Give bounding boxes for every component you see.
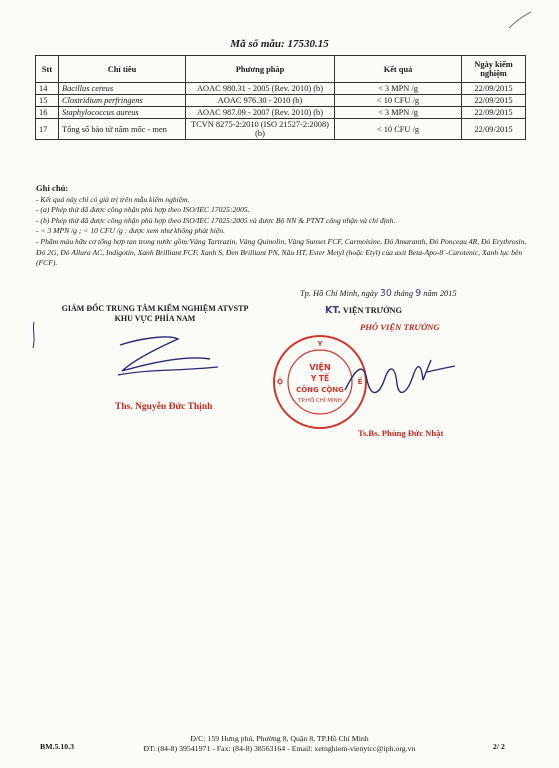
notes-title: Ghi chú: — [36, 183, 69, 193]
cell-ket-qua: < 3 MPN /g — [335, 107, 462, 119]
note-line: - Phẩm màu hữu cơ tổng hợp tan trong nước gồm:Vàng Tartrazin, Vàng Quinolin, Vàng Sunset FCF, Carmoisine, Đỏ Amaranth, Đỏ Ponceau 4R, Đỏ Erythrosin, Đỏ 2G, Đỏ Allura AC, Indigotin, Xanh Brilliant FCF, Xanh S, Đen Brilliant PN, Nâu HT, Ester Metyl (hoặc Etyl) của axit Beta-Apo-8`-Carotenic, Xanh lục bền (FCF). — [36, 236, 527, 268]
left-heading-line2: KHU VỰC PHÍA NAM — [114, 314, 196, 323]
table-row — [36, 119, 526, 140]
form-code: BM.5.10.3 — [40, 742, 75, 751]
cell-stt: 14 — [36, 83, 59, 95]
seal-text-city: TP.HỒ CHÍ MINH — [298, 398, 342, 404]
footer-address — [0, 734, 559, 754]
svg-text:Y: Y — [317, 340, 323, 348]
date-mid: tháng — [393, 289, 414, 298]
date-prefix: Tp. Hồ Chí Minh, ngày — [300, 289, 378, 298]
table-row — [36, 107, 526, 119]
right-signatory-title: PHÓ VIỆN TRƯỞNG — [360, 322, 440, 332]
notes-section — [36, 183, 528, 269]
sample-code: Mã số mẫu: 17530.15 — [230, 38, 329, 50]
note-line: - < 3 MPN /g ; < 10 CFU /g : được xem như không phát hiện. — [36, 226, 225, 236]
issue-date — [300, 288, 457, 299]
cell-ngay: 22/09/2015 — [462, 83, 526, 95]
cell-chi-tieu: Bacillus cereus — [59, 83, 186, 95]
cell-ngay: 22/09/2015 — [462, 119, 526, 140]
left-signature — [100, 325, 230, 395]
footer-address-line: Đ/C: 159 Hưng phú, Phường 8, Quận 8, TP.Hồ Chí Minh — [190, 734, 369, 743]
right-signatory-name: Ts.Bs. Phùng Đức Nhật — [358, 428, 444, 438]
table-header-row — [36, 56, 526, 83]
cell-stt: 17 — [36, 119, 59, 140]
cell-phuong-phap: TCVN 8275-2:2010 (ISO 21527-2:2008) (b) — [186, 119, 335, 140]
cell-chi-tieu: Tổng số bào tử nấm mốc - men — [59, 119, 186, 140]
left-signatory-name: Ths. Nguyễn Đức Thịnh — [115, 402, 213, 412]
table-row — [36, 95, 526, 107]
cell-stt: 15 — [36, 95, 59, 107]
cell-phuong-phap: AOAC 987.09 - 2007 (Rev. 2010) (b) — [186, 107, 335, 119]
right-signature — [335, 340, 465, 420]
left-heading-line1: GIÁM ĐỐC TRUNG TÂM KIỂM NGHIỆM ATVSTP — [61, 304, 249, 313]
header-chi-tieu: Chỉ tiêu — [59, 56, 186, 83]
note-line: - (b) Phép thử đã được công nhận phù hợp theo ISO/IEC 17025:2005 và được Bộ NN & PTNT công nhận và chỉ định. — [36, 215, 396, 225]
note-line: - (a) Phép thử đã được công nhận phù hợp theo ISO/IEC 17025:2005. — [36, 205, 250, 215]
footer-contact-line: ĐT: (84-8) 39541971 - Fax: (84-8) 38563164 - Email: xetnghiem-vienytcc@iph.org.vn — [143, 744, 416, 753]
svg-text:Ộ: Ộ — [277, 378, 283, 386]
cell-ket-qua: < 10 CFU /g — [335, 119, 462, 140]
header-phuong-phap: Phương pháp — [186, 56, 335, 83]
results-table — [35, 55, 526, 140]
kt-label: KT. — [325, 305, 342, 316]
cell-phuong-phap: AOAC 976.30 - 2010 (b) — [186, 95, 335, 107]
corner-mark — [505, 8, 535, 32]
cell-ket-qua: < 10 CFU /g — [335, 95, 462, 107]
cell-chi-tieu: Clostridium perfringens — [59, 95, 186, 107]
cell-chi-tieu: Staphylococcus aureus — [59, 107, 186, 119]
note-line: - Kết quả này chỉ có giá trị trên mẫu kiểm nghiệm. — [36, 194, 190, 204]
cell-ngay: 22/09/2015 — [462, 107, 526, 119]
cell-phuong-phap: AOAC 980.31 - 2005 (Rev. 2010) (b) — [186, 83, 335, 95]
page-number: 2/ 2 — [493, 742, 505, 751]
date-suffix: năm 2015 — [423, 289, 457, 298]
svg-text:Ế: Ế — [357, 378, 363, 386]
header-ket-qua: Kết quả — [335, 56, 462, 83]
right-signatory-heading — [325, 305, 402, 316]
right-heading-label: VIỆN TRƯỞNG — [342, 306, 402, 315]
cell-stt: 16 — [36, 107, 59, 119]
header-stt: Stt — [36, 56, 59, 83]
seal-text-congcong: CÔNG CỘNG — [296, 386, 344, 394]
header-ngay: Ngày kiểm nghiệm — [462, 56, 526, 83]
left-signatory-heading — [40, 304, 270, 324]
cell-ngay: 22/09/2015 — [462, 95, 526, 107]
margin-mark — [28, 320, 40, 350]
seal-text-yte: Y TẾ — [310, 374, 330, 383]
seal-text-vien: VIỆN — [309, 363, 331, 372]
date-day: 30 — [379, 288, 392, 299]
table-row — [36, 83, 526, 95]
cell-ket-qua: < 3 MPN /g — [335, 83, 462, 95]
date-month: 9 — [415, 288, 422, 299]
